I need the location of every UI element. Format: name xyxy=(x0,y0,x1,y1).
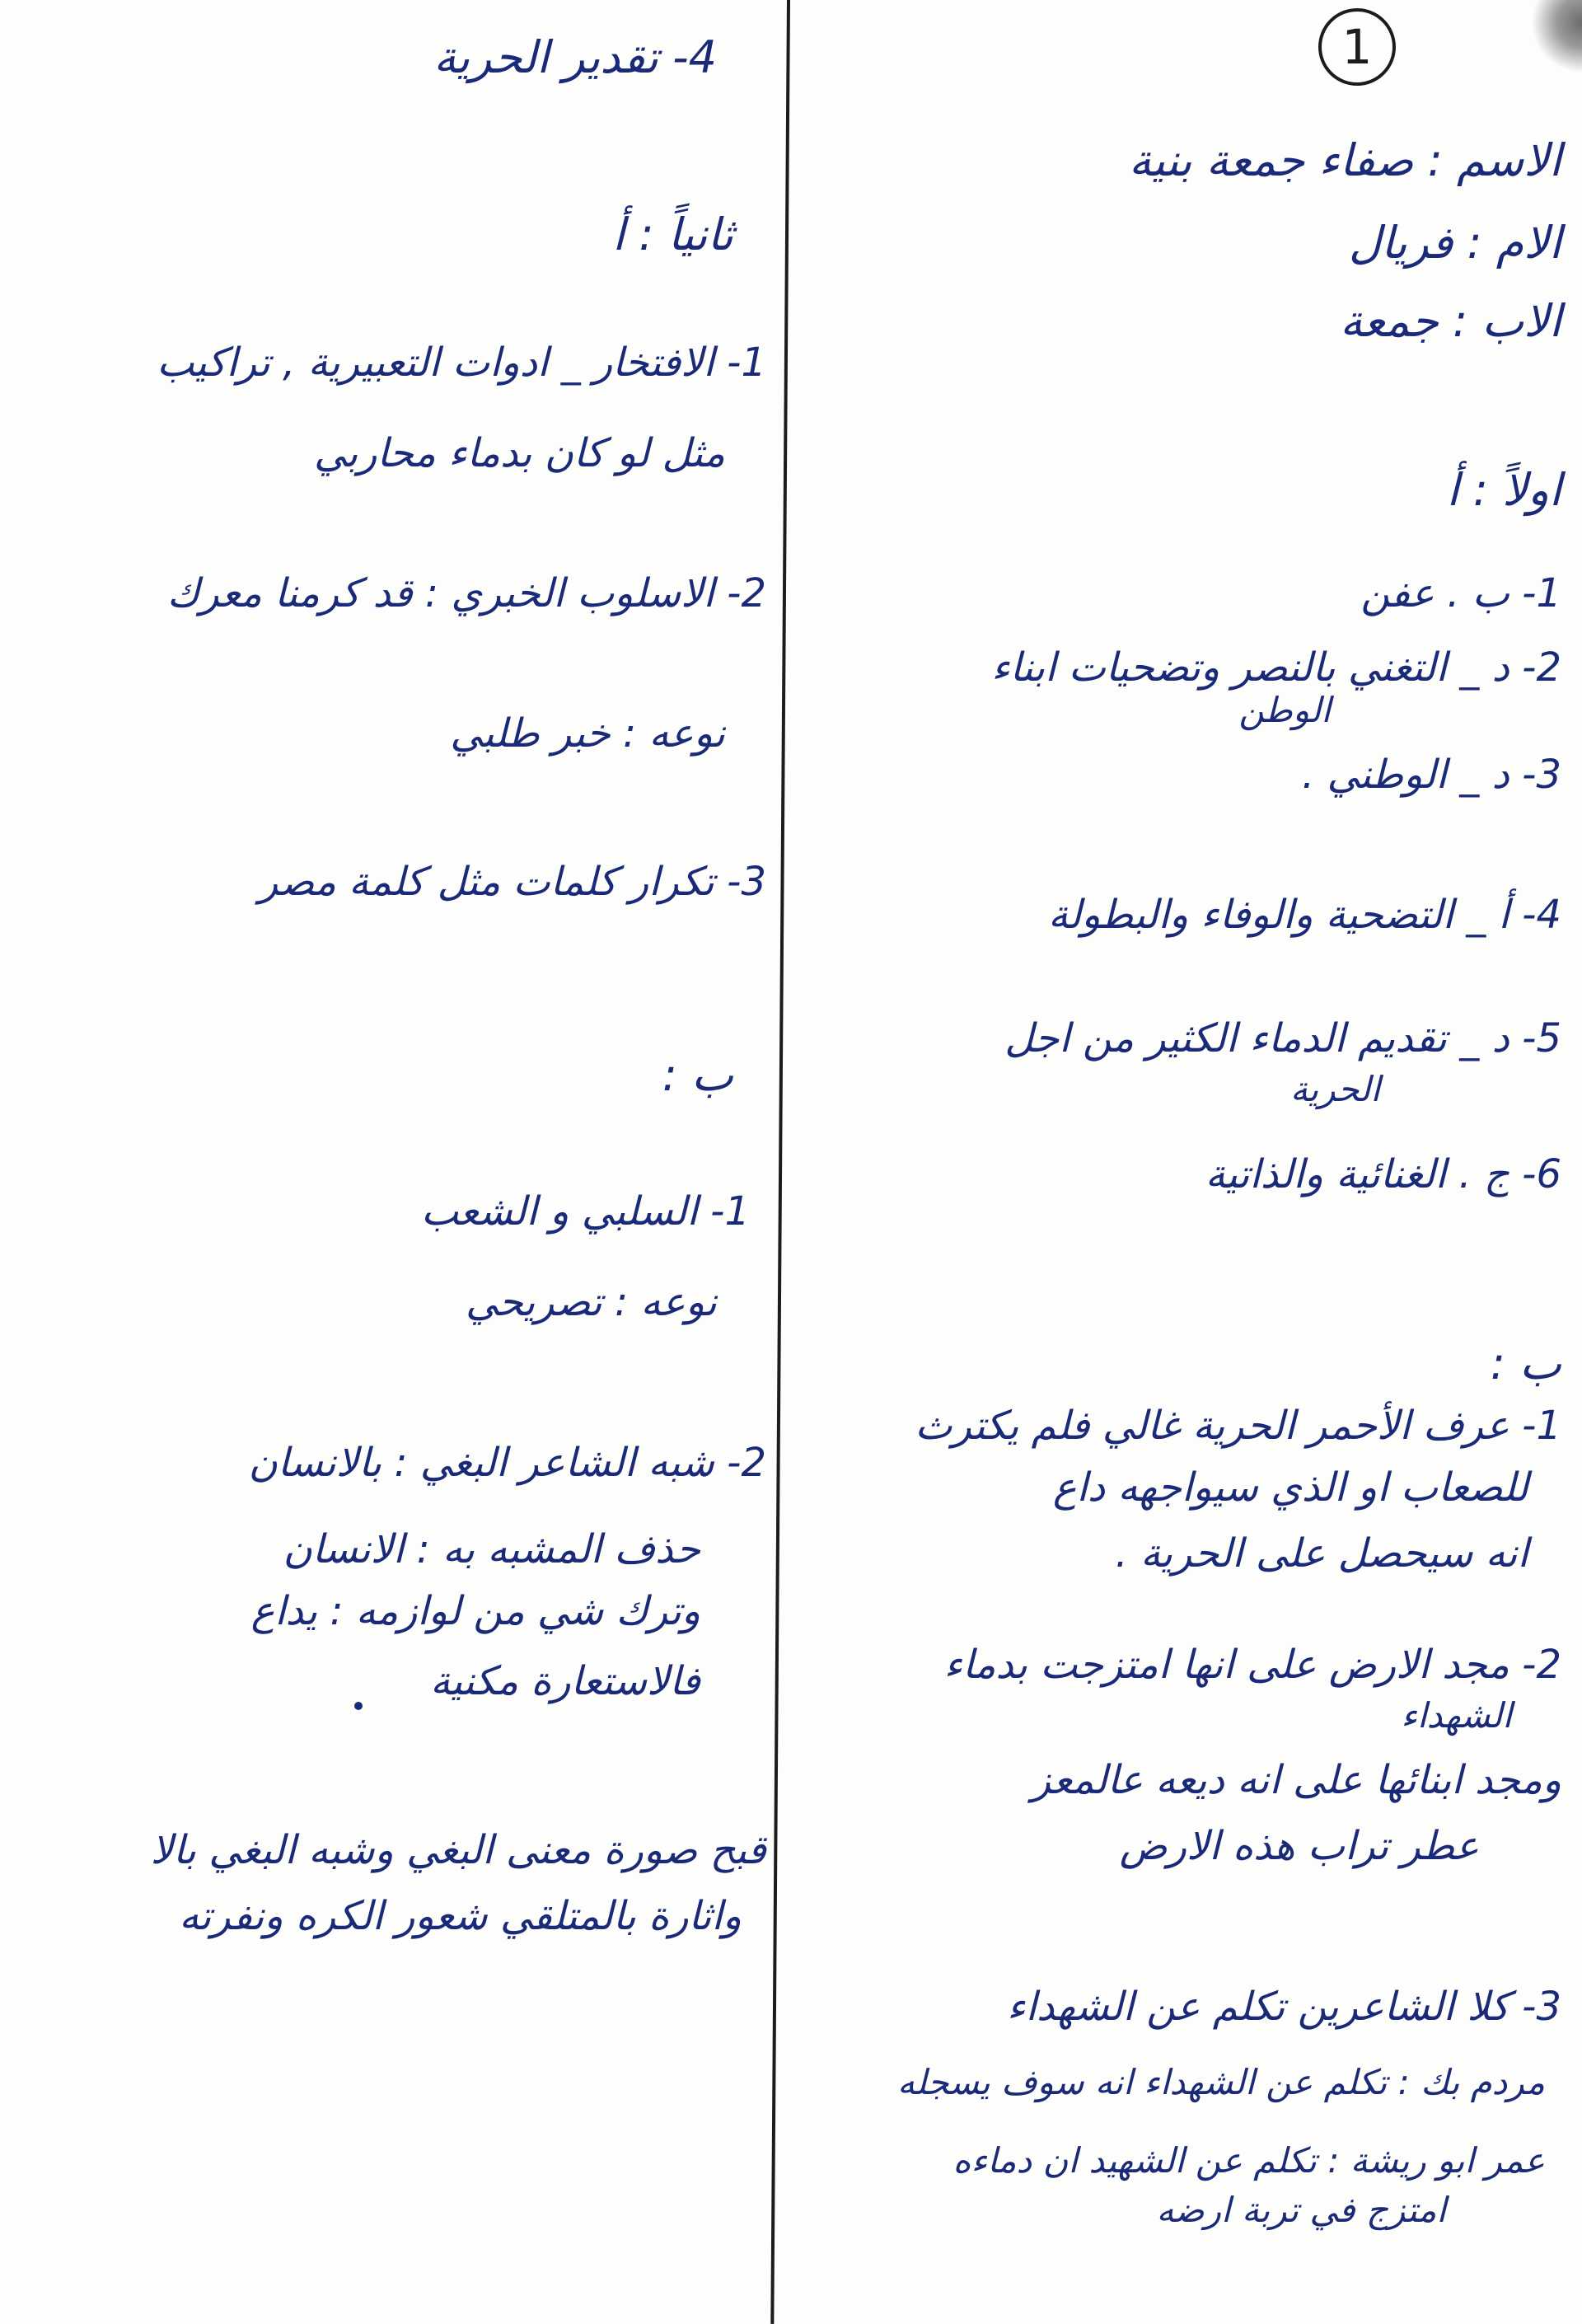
part-b-line: امتزج في تربة ارضه xyxy=(1156,2190,1446,2230)
left-part-b-line: فالاستعارة مكنية xyxy=(430,1658,700,1704)
answer-line: 1- ب . عفن xyxy=(1360,570,1561,616)
father-name-line: الاب : جمعة xyxy=(1340,295,1561,347)
answer-line: الوطن xyxy=(1238,690,1331,730)
page-number-circle: 1 xyxy=(1318,8,1396,86)
answer-line: الحرية xyxy=(1290,1069,1380,1109)
left-top-line: 4- تقدير الحرية xyxy=(433,31,717,83)
part-a-line: 3- تكرار كلمات مثل كلمة مصر xyxy=(259,859,766,905)
part-b-line: ومجد ابنائها على انه ديعه عالمعز xyxy=(1031,1757,1561,1803)
mother-name-line: الام : فريال xyxy=(1348,217,1561,269)
left-part-b-line: 1- السلبي و الشعب xyxy=(420,1188,750,1235)
part-b-line: 3- كلا الشاعرين تكلم عن الشهداء xyxy=(1007,1984,1561,2030)
part-b-line: مردم بك : تكلم عن الشهداء انه سوف يسجله xyxy=(897,2062,1545,2102)
part-a-line: نوعه : خبر طلبي xyxy=(450,710,725,757)
answer-line: 4- أ _ التضحية والوفاء والبطولة xyxy=(1048,892,1561,938)
part-b-heading: ب : xyxy=(1490,1338,1561,1389)
part-a-line: 2- الاسلوب الخبري : قد كرمنا معرك xyxy=(166,570,766,616)
answer-line: 6- ج . الغنائية والذاتية xyxy=(1205,1151,1561,1197)
answer-line: 3- د _ الوطني . xyxy=(1302,752,1561,798)
part-b-line: انه سيحصل على الحرية . xyxy=(1115,1530,1528,1577)
ink-dot xyxy=(354,1702,363,1710)
part-a-line: مثل لو كان بدماء محاربي xyxy=(313,430,725,476)
part-b-line: للصعاب او الذي سيواجهه داع xyxy=(1052,1464,1528,1511)
left-part-b-line: قبح صورة معنى البغي وشبه البغي بالا xyxy=(150,1827,766,1873)
section-one-heading: اولاً : أ xyxy=(1446,464,1561,516)
section-two-heading: ثانياً : أ xyxy=(612,209,733,260)
answer-line: 2- د _ التغني بالنصر وتضحيات ابناء xyxy=(991,644,1561,691)
part-b-line: 2- مجد الارض على انها امتزجت بدماء xyxy=(943,1642,1561,1688)
part-a-line: 1- الافتخار _ ادوات التعبيرية , تراكيب xyxy=(157,340,766,386)
column-divider-line xyxy=(770,0,790,2324)
right-column xyxy=(803,0,1561,2324)
left-part-b-line: وترك شي من لوازمه : يداع xyxy=(250,1588,700,1634)
left-column xyxy=(16,0,766,2324)
student-name-line: الاسم : صفاء جمعة بنية xyxy=(1128,134,1561,186)
part-b-line: عمر ابو ريشة : تكلم عن الشهيد ان دماءه xyxy=(952,2140,1545,2181)
left-part-b-line: حذف المشبه به : الانسان xyxy=(283,1526,700,1572)
left-part-b-line: نوعه : تصريحي xyxy=(465,1279,717,1325)
answer-line: 5- د _ تقديم الدماء الكثير من اجل xyxy=(1004,1015,1561,1061)
left-part-b-line: 2- شبه الشاعر البغي : بالانسان xyxy=(248,1440,766,1486)
part-b-line: عطر تراب هذه الارض xyxy=(1119,1823,1479,1869)
part-b-line: 1- عرف الأحمر الحرية غالي فلم يكترث xyxy=(915,1403,1561,1449)
left-part-b-line: واثارة بالمتلقي شعور الكره ونفرته xyxy=(179,1893,742,1939)
left-part-b-heading: ب : xyxy=(662,1049,733,1101)
part-b-line: الشهداء xyxy=(1401,1695,1512,1736)
